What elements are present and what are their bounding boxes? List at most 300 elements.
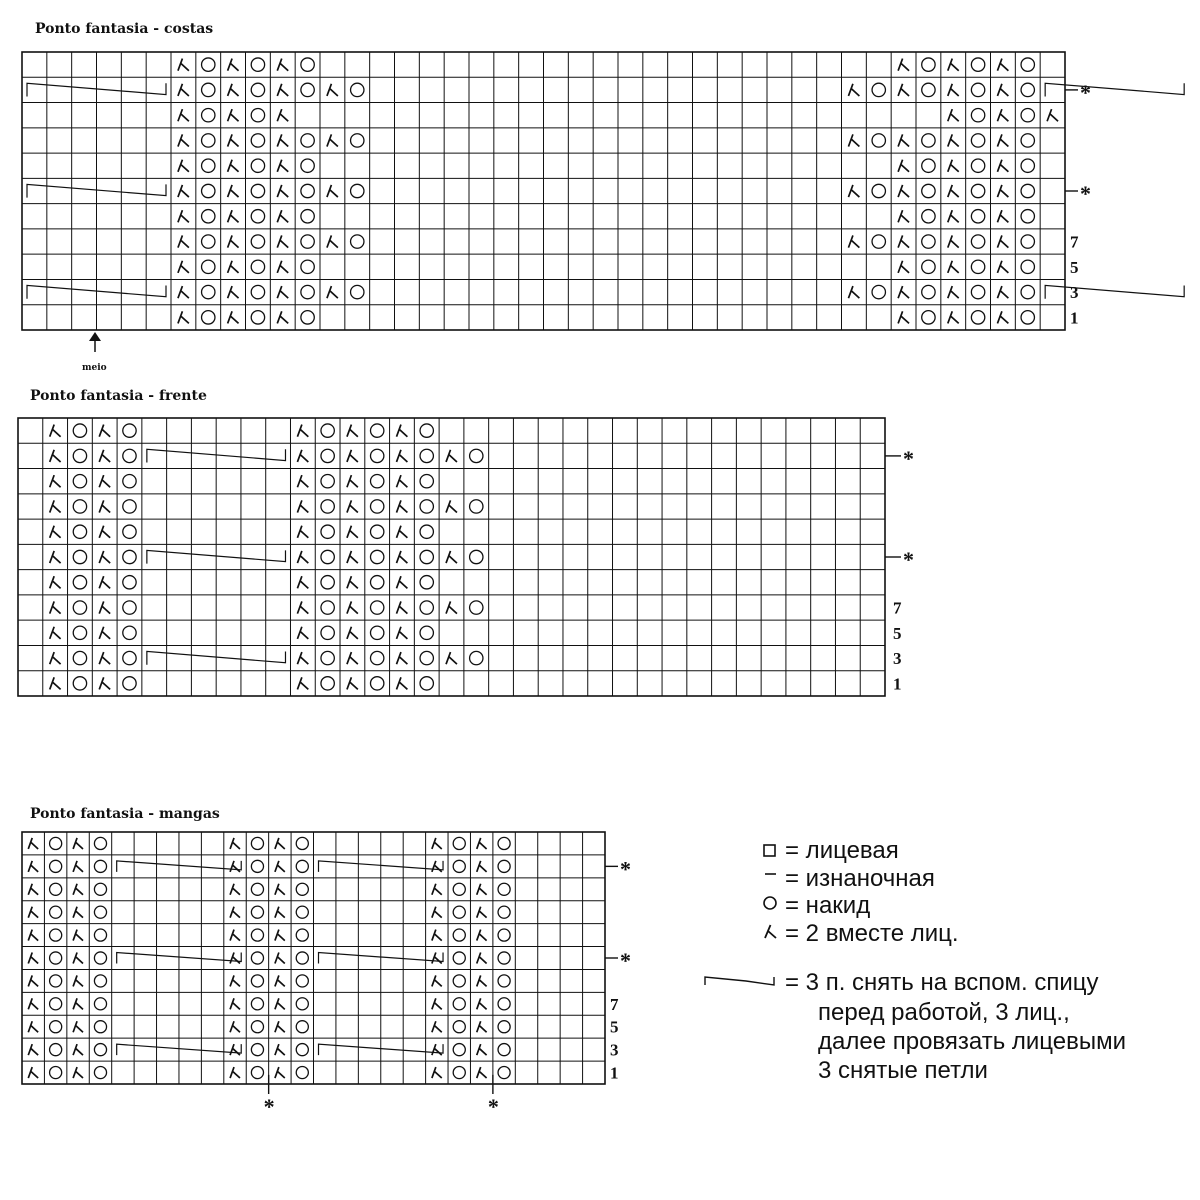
k2tog-lambda-icon xyxy=(948,160,959,172)
k2tog-lambda-icon xyxy=(327,84,338,96)
yarn-over-circle-icon xyxy=(420,626,433,639)
yarn-over-circle-icon xyxy=(94,1021,106,1033)
k2tog-lambda-icon xyxy=(477,1067,487,1078)
k2tog-lambda-icon xyxy=(347,551,358,563)
k2tog-lambda-icon xyxy=(28,975,38,986)
yarn-over-circle-icon xyxy=(321,500,334,513)
k2tog-lambda-icon xyxy=(432,1067,442,1078)
yarn-over-circle-icon xyxy=(296,1021,308,1033)
cable-bracket-icon xyxy=(705,977,774,985)
yarn-over-circle-icon xyxy=(498,952,510,964)
k2tog-lambda-icon xyxy=(397,425,408,437)
yarn-over-circle-icon xyxy=(73,601,86,614)
yarn-over-circle-icon xyxy=(1021,260,1034,273)
k2tog-lambda-icon xyxy=(228,134,239,146)
k2tog-lambda-icon xyxy=(997,210,1008,222)
k2tog-lambda-icon xyxy=(432,1044,442,1055)
k2tog-lambda-icon xyxy=(948,59,959,71)
yarn-over-circle-icon xyxy=(301,184,314,197)
yarn-over-circle-icon xyxy=(370,651,383,664)
yarn-over-circle-icon xyxy=(1021,311,1034,324)
row-number-label: 3 xyxy=(1070,283,1079,303)
legend-text-cable-line1: = 3 п. снять на вспом. спицу xyxy=(785,969,1099,996)
k2tog-lambda-icon xyxy=(948,109,959,121)
legend-text-cable-line2: перед работой, 3 лиц., xyxy=(818,999,1070,1026)
middle-marker xyxy=(82,332,107,373)
k2tog-lambda-icon xyxy=(99,677,110,689)
yarn-over-circle-icon xyxy=(296,975,308,987)
k2tog-lambda-icon xyxy=(228,235,239,247)
k2tog-lambda-icon xyxy=(297,576,308,588)
yarn-over-circle-icon xyxy=(94,975,106,987)
k2tog-lambda-icon xyxy=(178,210,189,222)
k2tog-lambda-icon xyxy=(297,526,308,538)
yarn-over-circle-icon xyxy=(202,210,215,223)
yarn-over-circle-icon xyxy=(296,998,308,1010)
repeat-marker-star: * xyxy=(620,948,631,973)
row-number-label: 1 xyxy=(893,674,902,694)
k2tog-lambda-icon xyxy=(432,975,442,986)
yarn-over-circle-icon xyxy=(94,952,106,964)
k2tog-lambda-icon xyxy=(898,185,909,197)
yarn-over-circle-icon xyxy=(453,837,465,849)
yarn-over-circle-icon xyxy=(1021,58,1034,71)
k2tog-lambda-icon xyxy=(347,627,358,639)
yarn-over-circle-icon xyxy=(251,906,263,918)
row-number-label: 5 xyxy=(1070,257,1079,277)
k2tog-lambda-icon xyxy=(277,261,288,273)
k2tog-lambda-icon xyxy=(50,500,61,512)
k2tog-lambda-icon xyxy=(277,286,288,298)
yarn-over-circle-icon xyxy=(351,285,364,298)
yarn-over-circle-icon xyxy=(94,1044,106,1056)
yarn-over-circle-icon xyxy=(301,134,314,147)
yarn-over-circle-icon xyxy=(321,424,334,437)
yarn-over-circle-icon xyxy=(123,525,136,538)
yarn-over-circle-icon xyxy=(922,260,935,273)
yarn-over-circle-icon xyxy=(370,626,383,639)
yarn-over-circle-icon xyxy=(1021,83,1034,96)
yarn-over-circle-icon xyxy=(470,601,483,614)
yarn-over-circle-icon xyxy=(50,1066,62,1078)
k2tog-lambda-icon xyxy=(898,160,909,172)
yarn-over-circle-icon xyxy=(1021,184,1034,197)
legend-text-k2tog: = 2 вместе лиц. xyxy=(785,920,959,947)
k2tog-lambda-icon xyxy=(28,907,38,918)
yarn-over-circle-icon xyxy=(50,837,62,849)
repeat-marker-star: * xyxy=(263,1094,275,1119)
k2tog-lambda-icon xyxy=(99,551,110,563)
yarn-over-circle-icon xyxy=(202,235,215,248)
k2tog-lambda-icon xyxy=(50,576,61,588)
yarn-over-circle-icon xyxy=(94,998,106,1010)
yarn-over-circle-icon xyxy=(420,525,433,538)
yarn-over-circle-icon xyxy=(420,449,433,462)
k2tog-lambda-icon xyxy=(178,286,189,298)
k2tog-lambda-icon xyxy=(477,884,487,895)
yarn-over-circle-icon xyxy=(251,235,264,248)
yarn-over-circle-icon xyxy=(202,159,215,172)
yarn-over-circle-icon xyxy=(420,677,433,690)
k2tog-lambda-icon xyxy=(432,930,442,941)
k2tog-lambda-icon xyxy=(397,576,408,588)
yarn-over-circle-icon xyxy=(123,424,136,437)
yarn-over-circle-icon xyxy=(370,474,383,487)
yarn-over-circle-icon xyxy=(971,210,984,223)
yarn-over-circle-icon xyxy=(922,184,935,197)
k2tog-lambda-icon xyxy=(230,907,240,918)
yarn-over-circle-icon xyxy=(453,883,465,895)
k2tog-lambda-icon xyxy=(397,475,408,487)
k2tog-lambda-icon xyxy=(848,286,859,298)
yarn-over-circle-icon xyxy=(420,576,433,589)
k2tog-lambda-icon xyxy=(347,576,358,588)
k2tog-lambda-icon xyxy=(73,1067,83,1078)
yarn-over-circle-icon xyxy=(453,975,465,987)
yarn-over-circle-icon xyxy=(351,184,364,197)
k2tog-lambda-icon xyxy=(997,109,1008,121)
yarn-over-circle-icon xyxy=(370,601,383,614)
legend-item-knit xyxy=(764,837,899,864)
yarn-over-circle-icon xyxy=(73,449,86,462)
yarn-over-circle-icon xyxy=(123,500,136,513)
yarn-over-circle-icon xyxy=(251,83,264,96)
legend-text-cable-line4: 3 снятые петли xyxy=(818,1057,988,1084)
k2tog-lambda-icon xyxy=(948,261,959,273)
legend-text-cable-line3: далее провязать лицевыми xyxy=(818,1028,1127,1055)
k2tog-lambda-icon xyxy=(477,975,487,986)
yarn-over-circle-icon xyxy=(301,311,314,324)
yarn-over-circle-icon xyxy=(971,58,984,71)
k2tog-lambda-icon xyxy=(28,861,38,872)
yarn-over-circle-icon xyxy=(1021,134,1034,147)
yarn-over-circle-icon xyxy=(370,677,383,690)
k2tog-lambda-icon xyxy=(997,160,1008,172)
k2tog-lambda-icon xyxy=(230,838,240,849)
k2tog-lambda-icon xyxy=(50,677,61,689)
yarn-over-circle-icon xyxy=(872,285,885,298)
k2tog-lambda-icon xyxy=(997,134,1008,146)
legend-text-yarn-over: = накид xyxy=(785,892,871,919)
k2tog-lambda-icon xyxy=(99,627,110,639)
k2tog-lambda-icon xyxy=(275,975,285,986)
k2tog-lambda-icon xyxy=(228,84,239,96)
k2tog-lambda-icon xyxy=(297,601,308,613)
yarn-over-circle-icon xyxy=(370,424,383,437)
yarn-over-circle-icon xyxy=(50,860,62,872)
k2tog-lambda-icon xyxy=(99,576,110,588)
yarn-over-circle-icon xyxy=(351,235,364,248)
yarn-over-circle-icon xyxy=(498,906,510,918)
k2tog-lambda-icon xyxy=(997,286,1008,298)
yarn-over-circle-icon xyxy=(296,929,308,941)
k2tog-lambda-icon xyxy=(228,261,239,273)
yarn-over-circle-icon xyxy=(296,1044,308,1056)
k2tog-lambda-icon xyxy=(230,884,240,895)
yarn-over-circle-icon xyxy=(94,1066,106,1078)
yarn-over-circle-icon xyxy=(453,1044,465,1056)
k2tog-lambda-icon xyxy=(230,1021,240,1032)
k2tog-lambda-icon xyxy=(73,1044,83,1055)
repeat-marker-star: * xyxy=(620,856,631,882)
k2tog-lambda-icon xyxy=(948,84,959,96)
k2tog-lambda-icon xyxy=(477,907,487,918)
yarn-over-circle-icon xyxy=(321,525,334,538)
yarn-over-circle-icon xyxy=(1021,210,1034,223)
k2tog-lambda-icon xyxy=(275,838,285,849)
k2tog-lambda-icon xyxy=(997,185,1008,197)
yarn-over-circle-icon xyxy=(251,58,264,71)
k2tog-lambda-icon xyxy=(848,235,859,247)
k2tog-lambda-icon xyxy=(446,450,457,462)
yarn-over-circle-icon xyxy=(321,550,334,563)
k2tog-lambda-icon xyxy=(178,261,189,273)
k2tog-lambda-icon xyxy=(50,425,61,437)
k2tog-lambda-icon xyxy=(28,1021,38,1032)
k2tog-lambda-icon xyxy=(73,1021,83,1032)
k2tog-lambda-icon xyxy=(327,235,338,247)
yarn-over-circle-icon xyxy=(73,626,86,639)
k2tog-lambda-icon xyxy=(228,311,239,323)
yarn-over-circle-icon xyxy=(202,83,215,96)
k2tog-lambda-icon xyxy=(73,930,83,941)
yarn-over-circle-icon xyxy=(50,998,62,1010)
yarn-over-circle-icon xyxy=(251,285,264,298)
yarn-over-circle-icon xyxy=(73,651,86,664)
yarn-over-circle-icon xyxy=(453,929,465,941)
k2tog-lambda-icon xyxy=(178,185,189,197)
yarn-over-circle-icon xyxy=(370,449,383,462)
yarn-over-circle-icon xyxy=(971,260,984,273)
k2tog-lambda-icon xyxy=(277,134,288,146)
yarn-over-circle-icon xyxy=(296,906,308,918)
k2tog-lambda-icon xyxy=(277,59,288,71)
k2tog-lambda-icon xyxy=(477,1021,487,1032)
yarn-over-circle-icon xyxy=(321,576,334,589)
yarn-over-circle-icon xyxy=(498,1044,510,1056)
yarn-over-circle-icon xyxy=(296,952,308,964)
k2tog-lambda-icon xyxy=(898,84,909,96)
k2tog-lambda-icon xyxy=(477,861,487,872)
k2tog-lambda-icon xyxy=(446,652,457,664)
k2tog-lambda-icon xyxy=(397,677,408,689)
k2tog-lambda-icon xyxy=(230,861,240,872)
k2tog-lambda-icon xyxy=(275,1044,285,1055)
yarn-over-circle-icon xyxy=(1021,285,1034,298)
yarn-over-circle-icon xyxy=(922,210,935,223)
chart-title-costas: Ponto fantasia - costas xyxy=(35,21,214,37)
yarn-over-circle-icon xyxy=(971,285,984,298)
yarn-over-circle-icon xyxy=(971,83,984,96)
k2tog-lambda-icon xyxy=(228,109,239,121)
k2tog-lambda-icon xyxy=(277,311,288,323)
yarn-over-circle-icon xyxy=(73,677,86,690)
k2tog-lambda-icon xyxy=(297,425,308,437)
yarn-over-circle-icon xyxy=(370,525,383,538)
k2tog-lambda-icon xyxy=(99,450,110,462)
k2tog-lambda-icon xyxy=(997,84,1008,96)
yarn-over-circle-icon xyxy=(123,626,136,639)
legend-item-purl xyxy=(765,865,935,892)
k2tog-lambda-icon xyxy=(99,601,110,613)
yarn-over-circle-icon xyxy=(301,58,314,71)
yarn-over-circle-icon xyxy=(470,500,483,513)
k2tog-lambda-icon xyxy=(327,134,338,146)
yarn-over-circle-icon xyxy=(922,134,935,147)
k2tog-lambda-icon xyxy=(347,677,358,689)
k2tog-lambda-icon xyxy=(230,998,240,1009)
yarn-over-circle-icon xyxy=(73,500,86,513)
k2tog-lambda-icon xyxy=(347,652,358,664)
yarn-over-circle-icon xyxy=(251,952,263,964)
k2tog-lambda-icon xyxy=(397,652,408,664)
legend xyxy=(705,837,1126,1084)
k2tog-lambda-icon xyxy=(397,526,408,538)
k2tog-lambda-icon xyxy=(432,953,442,964)
k2tog-lambda-icon xyxy=(28,884,38,895)
k2tog-lambda-icon xyxy=(230,1044,240,1055)
row-number-label: 5 xyxy=(610,1017,619,1037)
k2tog-lambda-icon xyxy=(277,235,288,247)
k2tog-lambda-icon xyxy=(327,185,338,197)
yarn-over-circle-icon xyxy=(50,883,62,895)
k2tog-lambda-icon xyxy=(432,1021,442,1032)
yarn-over-circle-icon xyxy=(420,601,433,614)
yarn-over-circle-icon xyxy=(420,424,433,437)
yarn-over-circle-icon xyxy=(470,651,483,664)
yarn-over-circle-icon xyxy=(202,260,215,273)
k2tog-lambda-icon xyxy=(848,84,859,96)
yarn-over-circle-icon xyxy=(498,929,510,941)
k2tog-lambda-icon xyxy=(275,907,285,918)
yarn-over-circle-icon xyxy=(202,108,215,121)
k2tog-lambda-icon xyxy=(50,475,61,487)
cable-bracket-icon xyxy=(1045,285,1184,298)
k2tog-lambda-icon xyxy=(477,838,487,849)
k2tog-lambda-icon xyxy=(50,652,61,664)
k2tog-lambda-icon xyxy=(397,551,408,563)
yarn-over-circle-icon xyxy=(202,184,215,197)
k2tog-lambda-icon xyxy=(432,884,442,895)
k2tog-lambda-icon xyxy=(997,261,1008,273)
row-number-label: 3 xyxy=(610,1040,619,1060)
k2tog-lambda-icon xyxy=(347,526,358,538)
k2tog-lambda-icon xyxy=(178,235,189,247)
yarn-over-circle-icon xyxy=(498,975,510,987)
yarn-over-circle-icon xyxy=(73,550,86,563)
k2tog-lambda-icon xyxy=(297,551,308,563)
k2tog-lambda-icon xyxy=(347,475,358,487)
k2tog-lambda-icon xyxy=(28,838,38,849)
k2tog-lambda-icon xyxy=(230,953,240,964)
yarn-over-circle-icon xyxy=(301,235,314,248)
repeat-marker-star: * xyxy=(903,547,914,572)
k2tog-lambda-icon xyxy=(997,59,1008,71)
yarn-over-circle-icon xyxy=(123,550,136,563)
k2tog-lambda-icon xyxy=(397,500,408,512)
k2tog-lambda-icon xyxy=(898,235,909,247)
yarn-over-circle-icon xyxy=(872,235,885,248)
k2tog-lambda-icon xyxy=(73,998,83,1009)
yarn-over-circle-icon xyxy=(251,998,263,1010)
k2tog-lambda-icon xyxy=(275,1067,285,1078)
yarn-over-circle-icon xyxy=(922,235,935,248)
yarn-over-circle-icon xyxy=(971,235,984,248)
k2tog-lambda-icon xyxy=(275,861,285,872)
yarn-over-circle-icon xyxy=(922,285,935,298)
k2tog-lambda-icon xyxy=(898,210,909,222)
yarn-over-circle-icon xyxy=(50,1021,62,1033)
k2tog-lambda-icon xyxy=(50,601,61,613)
k2tog-lambda-icon xyxy=(99,475,110,487)
yarn-over-circle-icon xyxy=(251,929,263,941)
yarn-over-circle-icon xyxy=(251,1021,263,1033)
yarn-over-circle-icon xyxy=(922,58,935,71)
k2tog-lambda-icon xyxy=(432,838,442,849)
yarn-over-circle-icon xyxy=(321,474,334,487)
yarn-over-circle-icon xyxy=(922,159,935,172)
k2tog-lambda-icon xyxy=(50,627,61,639)
yarn-over-circle-icon xyxy=(123,677,136,690)
yarn-over-circle-icon xyxy=(73,474,86,487)
repeat-marker-star: * xyxy=(1080,79,1091,105)
k2tog-lambda-icon xyxy=(99,425,110,437)
k2tog-lambda-icon xyxy=(997,311,1008,323)
k2tog-lambda-icon xyxy=(73,975,83,986)
legend-item-yarn-over xyxy=(764,892,870,919)
k2tog-lambda-icon xyxy=(297,627,308,639)
k2tog-lambda-icon xyxy=(898,134,909,146)
yarn-over-circle-icon xyxy=(202,311,215,324)
k2tog-lambda-icon xyxy=(73,838,83,849)
yarn-over-circle-icon xyxy=(971,159,984,172)
yarn-over-circle-icon xyxy=(94,906,106,918)
yarn-over-circle-icon xyxy=(453,860,465,872)
k2tog-lambda-icon xyxy=(948,286,959,298)
yarn-over-circle-icon xyxy=(971,184,984,197)
k2tog-lambda-icon xyxy=(297,450,308,462)
yarn-over-circle-icon xyxy=(301,260,314,273)
k2tog-lambda-icon xyxy=(297,652,308,664)
yarn-over-circle-icon xyxy=(94,929,106,941)
k2tog-lambda-icon xyxy=(277,84,288,96)
k2tog-lambda-icon xyxy=(50,526,61,538)
yarn-over-circle-icon xyxy=(301,285,314,298)
yarn-over-circle-icon xyxy=(1021,159,1034,172)
k2tog-lambda-icon xyxy=(28,998,38,1009)
yarn-over-circle-icon xyxy=(123,474,136,487)
yarn-over-circle-icon xyxy=(251,134,264,147)
yarn-over-circle-icon xyxy=(94,883,106,895)
yarn-over-circle-icon xyxy=(50,929,62,941)
yarn-over-circle-icon xyxy=(453,1021,465,1033)
k2tog-lambda-icon xyxy=(477,930,487,941)
k2tog-lambda-icon xyxy=(73,907,83,918)
yarn-over-circle-icon xyxy=(470,550,483,563)
k2tog-lambda-icon xyxy=(28,1044,38,1055)
legend-text-purl: = изнаночная xyxy=(785,865,935,892)
k2tog-lambda-icon xyxy=(275,953,285,964)
yarn-over-circle-icon xyxy=(73,525,86,538)
k2tog-lambda-icon xyxy=(275,884,285,895)
k2tog-lambda-icon xyxy=(178,84,189,96)
k2tog-lambda-icon xyxy=(99,652,110,664)
yarn-over-circle-icon xyxy=(251,975,263,987)
chart-grid-costas xyxy=(22,52,1184,330)
yarn-over-circle-icon xyxy=(50,1044,62,1056)
yarn-over-circle-icon xyxy=(498,1066,510,1078)
k2tog-lambda-icon xyxy=(50,551,61,563)
